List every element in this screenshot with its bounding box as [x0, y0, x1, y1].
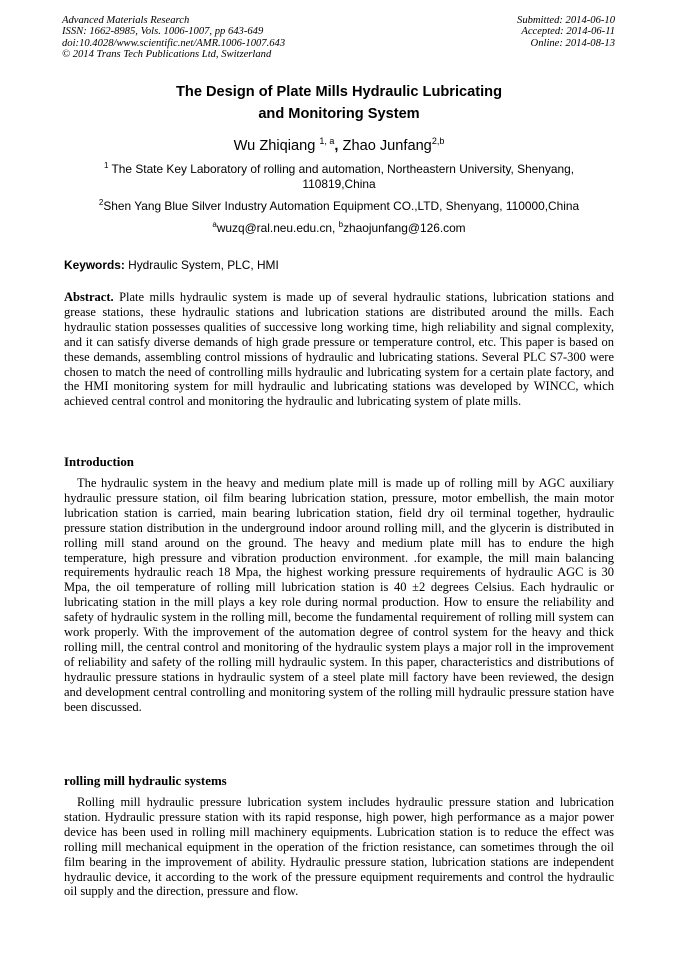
affiliation-2-mark: 2 [98, 198, 104, 207]
affiliation-1 [75, 162, 603, 193]
abstract-text: Plate mills hydraulic system is made up of several hydraulic stations, lubrication stations and grease stations, these hydraulic stations and lubrication stations are distributed around the mills. Each hydraulic station possesses qualities of successive long working time, high reliability and signal complexity, and it can satisfy diverse demands of high grade pressure or temperature control, etc. This paper is based on these demands, assembling control missions of hydraulic and lubricating stations. Several PLC S7-300 were chosen to match the need of controlling mills hydraulic and lubricating system for a certain plate factory, and the HMI monitoring system for mill hydraulic and lubricating stations was developed by WINCC, which achieved central control and monitoring the hydraulic and lubricating system of plate mills. [64, 290, 615, 409]
journal-name: Advanced Materials Research [62, 15, 190, 26]
email-1: wuzq@ral.neu.edu.cn, [216, 221, 336, 235]
email-1-mark: a [212, 220, 217, 229]
abstract-label: Abstract. [64, 290, 114, 304]
author-1-name: Wu Zhiqiang [233, 138, 316, 154]
rolling-mill-paragraph: Rolling mill hydraulic pressure lubrication system includes hydraulic pressure station and lubrication station. Hydraulic pressure station with its rapid response, high power, high performance as a major power device has been used in rolling mill machinery equipments. Lubrication station is to reduce the effect was rolling mill mechanical equipment in the operation of the friction resistance, can sometimes through the oil film bearing in the improvement of ability. Hydraulic pressure station, lubrication stations are independent hydraulic device, it according to the work of the pressure equipment requirements and control the hydraulic oil supply and the direction, pressure and flow. [64, 795, 614, 899]
paper-title [60, 81, 618, 125]
journal-issn: ISSN: 1662-8985, Vols. 1006-1007, pp 643-649 [62, 26, 264, 38]
date-submitted: Submitted: 2014-06-10 [517, 15, 615, 26]
affiliation-2 [75, 199, 603, 214]
journal-doi: doi:10.4028/www.scientific.net/AMR.1006-1007.643 [62, 37, 286, 49]
keywords [64, 258, 279, 273]
author-emails [75, 221, 603, 236]
publication-dates [517, 15, 615, 49]
date-online: Online: 2014-08-13 [530, 37, 615, 49]
author-2-name: Zhao Junfang [342, 138, 432, 154]
keywords-text: Hydraulic System, PLC, HMI [128, 258, 279, 272]
author-2-affil-mark: 2,b [431, 136, 445, 146]
affiliation-1-text: The State Key Laboratory of rolling and automation, Northeastern University, Shenyang, 110819,China [111, 162, 574, 192]
title-line-2: and Monitoring System [258, 106, 420, 122]
date-accepted: Accepted: 2014-06-11 [521, 26, 615, 38]
affiliation-1-mark: 1 [104, 161, 109, 170]
email-2-mark: b [338, 220, 344, 229]
author-separator: , [334, 138, 339, 154]
email-2: zhaojunfang@126.com [343, 221, 466, 235]
author-list [60, 137, 618, 155]
section-heading-rolling-mill: rolling mill hydraulic systems [64, 774, 227, 788]
title-line-1: The Design of Plate Mills Hydraulic Lubricating [176, 84, 502, 100]
journal-info [62, 15, 285, 60]
abstract [64, 290, 614, 409]
author-1-affil-mark: 1, a [319, 136, 335, 146]
section-heading-introduction: Introduction [64, 455, 134, 469]
keywords-label: Keywords: [64, 258, 125, 272]
affiliation-2-text: Shen Yang Blue Silver Industry Automation Equipment CO.,LTD, Shenyang, 110000,China [103, 199, 580, 213]
introduction-paragraph: The hydraulic system in the heavy and medium plate mill is made up of rolling mill by AGC auxiliary hydraulic pressure station, oil film bearing lubrication station, pressure, motor embellish, the main motor lubrication station is carried, main bearing lubrication station, field dry oil terminal together, hydraulic pressure station distribution in the underground indoor around rolling mill, and the glycerin is distributed in rolling mill stand around on the ground. The heavy and medium plate mill has to endure the high temperature, high pressure and vibration production environment. .for example, the mill main balancing requirements hydraulic reach 18 Mpa, the highest working pressure requirements of hydraulic AGC is 30 Mpa, the oil temperature of rolling mill lubrication station is 40 ±2 degrees Celsius. Each hydraulic or lubricating station in the mill plays a key role during normal production. How to ensure the reliability and safety of hydraulic system in the rolling mill, become the fundamental requirement of rolling mill system can work properly. With the improvement of the automation degree of control system for the heavy and thick rolling mill, the central control and monitoring of the hydraulic system plays a major roll in the improvement of reliability and safety of the rolling mill hydraulic system. In this paper, characteristics and distributions of hydraulic pressure stations in hydraulic system of a steel plate mill factory have been reviewed, the design and development central controlling and monitoring system of the rolling mill hydraulic pressure station have been discussed. [64, 476, 614, 714]
journal-copyright: © 2014 Trans Tech Publications Ltd, Switzerland [62, 48, 272, 60]
